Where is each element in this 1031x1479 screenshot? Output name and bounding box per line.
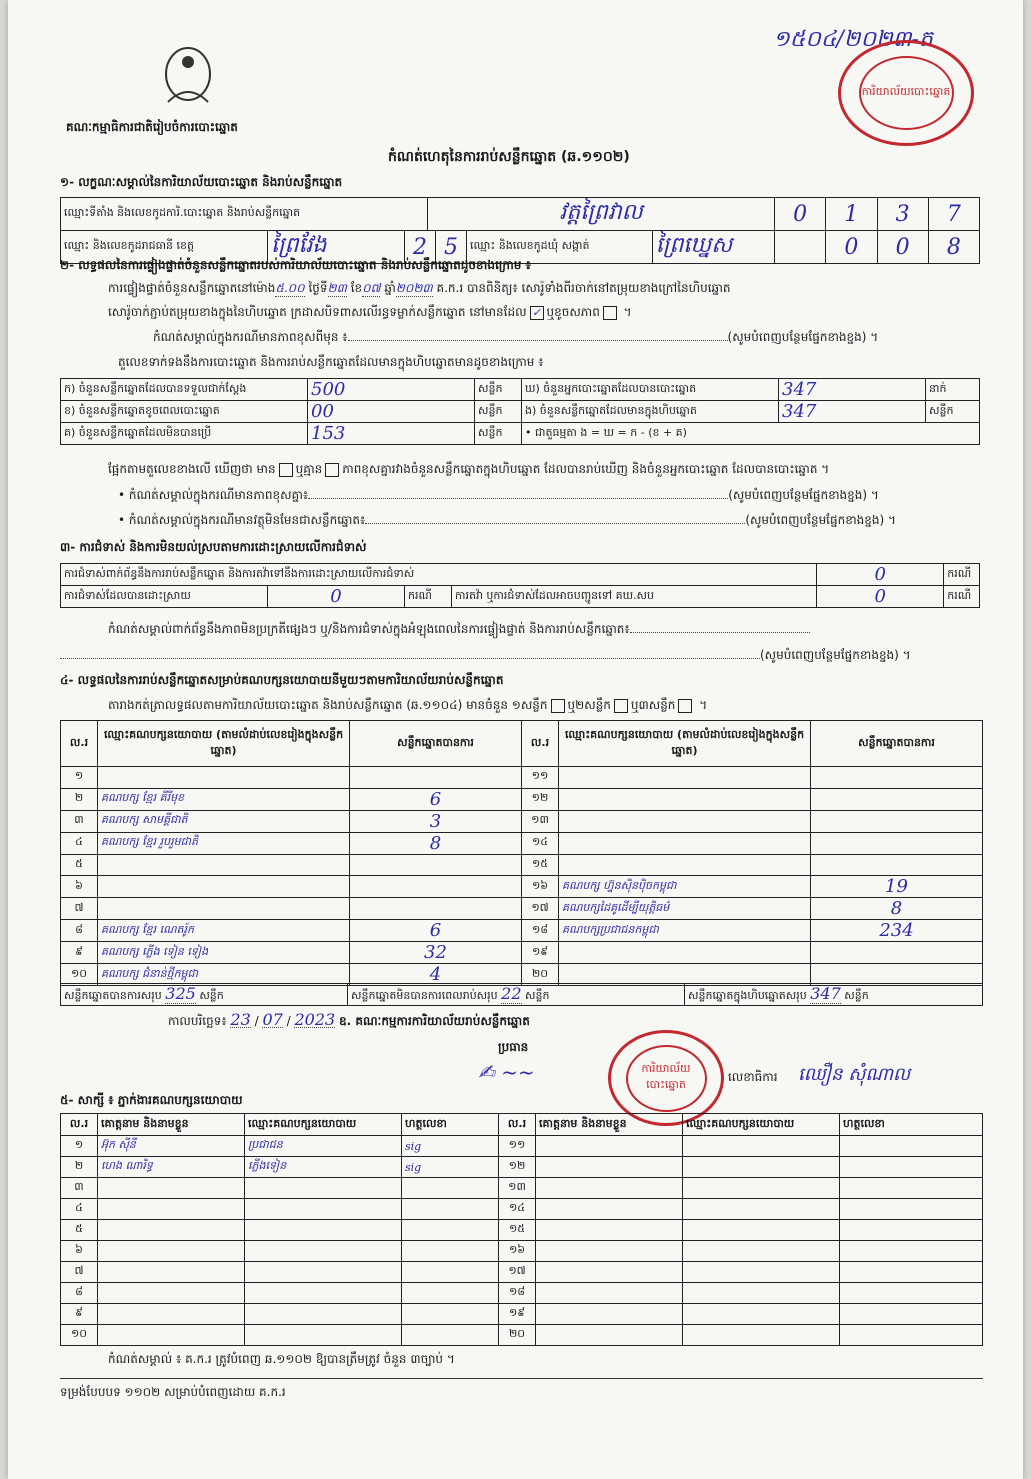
check-month: ០៧ <box>362 281 381 295</box>
station-name: វត្តព្រៃវាល <box>428 198 775 231</box>
org-name: គណៈកម្មាធិការជាតិរៀបចំការបោះឆ្នោត <box>66 120 238 134</box>
forwarded-count: 0 <box>817 586 944 608</box>
station-code-3: 3 <box>877 198 928 231</box>
results-table: ល.រ ឈ្មោះគណបក្សនយោបាយ (តាមលំដាប់លេខរៀងក្នុងសន្លឹកឆ្នោត) សន្លឹកឆ្នោតបានការ ល.រ ឈ្មោះគណបក្សនយោបាយ (តាមលំដាប់លេខរៀងក្នុងសន្លឹកឆ្នោត) សន្លឹកឆ្នោតបានការ ១ ១១ ២ គណបក្ស ខ្មែរ គីរីមុខ 6 ១២ ៣ គណបក្ស សាមគ្គីជាតិ 3 ១៣ ៤ គណបក្ស ខ្មែរ រួបរួមជាតិ 8 ១៤ ៥ ១៥ ៦ ១៦ គណបក្ស ហ្វ៊ុនស៊ិនប៉ិចកម្ពុជា 19 ៧ ១៧ គណបក្សដៃគូដើម្បីយុត្តិធម៌ 8 ៨ គណបក្ស ខ្មែរ ណេតរ៉ូក 6 ១៨ គណបក្សប្រជាជនកម្ពុជា 234 ៩ គណបក្ស ភ្លើង ទៀន ទៀង 32 ១៩ ១០ គណបក្ស ជំនាន់ថ្មីកម្ពុជា 4 ២០ <box>60 720 983 986</box>
s1-row1-label: ឈ្មោះទីតាំង និងលេខកូដការិ.បោះឆ្នោត និងរាប់សន្លឹកឆ្នោត <box>61 198 428 231</box>
objections-count: 0 <box>817 564 944 586</box>
table-row: ៦ ១៦ <box>61 1241 983 1262</box>
check-day: ២៣ <box>327 281 347 295</box>
s4-intro: តារាងកត់ត្រាលទ្ធផលតាមការិយាល័យបោះឆ្នោត និងរាប់សន្លឹកឆ្នោត (ឆ.១១០៤) មានចំនួន ១សន្លឹក ឬ២សន្លឹក ឬ៣សន្លឹក ។ <box>108 698 708 712</box>
secretary-name: ឈឿន សុំណាល <box>798 1064 911 1085</box>
unused-ballots: 153 <box>308 423 475 445</box>
document-page <box>8 0 1023 1479</box>
commune-code-1: 0 <box>826 231 877 264</box>
s3-heading: ៣- ការជំទាស់ និងការមិនយល់ស្របតាមការដោះស្រាយលើការជំទាស់ <box>60 540 367 554</box>
table-row: ១ ១១ <box>61 767 983 789</box>
voters-voted: 347 <box>779 379 926 401</box>
total-in-box: 347 <box>810 984 841 1003</box>
commune-code-3: 8 <box>928 231 979 264</box>
form-title: កំណត់ហេតុនៃការរាប់សន្លឹកឆ្នោត (ឆ.១១០២) <box>388 149 630 165</box>
damaged-checkbox <box>603 306 617 320</box>
station-code-1: 0 <box>775 198 826 231</box>
province-name: ព្រៃវែង <box>268 231 405 263</box>
received-ballots: 500 <box>308 379 475 401</box>
table-row: ២ ហេង ណារិទ្ធ ភ្លើងទៀន sig ១២ <box>61 1157 983 1178</box>
check-year: ២០២៣ <box>395 281 433 295</box>
province-code-2: 5 <box>436 231 467 263</box>
footnote: កំណត់សម្គាល់ ៖ គ.ក.រ ត្រូវបំពេញ ឆ.១១០២ ឱ្យបានត្រឹមត្រូវ ចំនួន ៣ច្បាប់ ។ <box>108 1352 455 1366</box>
table-row: ៩ ១៩ <box>61 1304 983 1325</box>
table-row: ៤ គណបក្ស ខ្មែរ រួបរួមជាតិ 8 ១៤ <box>61 832 983 854</box>
s3-note: កំណត់សម្គាល់ពាក់ព័ន្ធនឹងភាពមិនប្រក្រតីផ្សេងៗ ឬ/និងការជំទាស់ក្នុងអំឡុងពេលនៃការផ្ទៀងផ្ទាត់ និងការរាប់សន្លឹកឆ្នោត៖ <box>108 622 983 637</box>
province-code-1: 2 <box>405 231 436 263</box>
witness-table: ល.រ គោត្តនាម និងនាមខ្លួន ឈ្មោះគណបក្សនយោបាយ ហត្ថលេខា ល.រ គោត្តនាម និងនាមខ្លួន ឈ្មោះគណបក្សនយោបាយ ហត្ថលេខា ១ អ៊ុក ស៊ីនី ប្រជាជន sig ១១ ២ ហេង ណារិទ្ធ ភ្លើងទៀន sig ១២ ៣ ១៣ ៤ ១៤ ៥ ១៥ ៦ ១៦ ៧ ១៧ ៨ ១៨ ៩ ១៩ ១០ ២០ <box>60 1113 983 1346</box>
table-row: ៤ ១៤ <box>61 1199 983 1220</box>
secretary-label: លេខាធិការ <box>728 1070 778 1084</box>
totals-row: សន្លឹកឆ្នោតបានការសរុប 325 សន្លឹក សន្លឹកឆ្នោតមិនបានការពេលរាប់សរុប 22 សន្លឹក សន្លឹកឆ្នោតក្នុងហិបឆ្នោតសរុប 347 សន្លឹក <box>60 983 983 1006</box>
total-valid: 325 <box>165 984 196 1003</box>
signing-date: កាលបរិច្ឆេទ៖ 23 / 07 / 2023 ឧ. គណៈកម្មការការិយាល័យរាប់សន្លឹកឆ្នោត <box>168 1010 530 1029</box>
s3-table: ការជំទាស់ពាក់ព័ន្ធនឹងការរាប់សន្លឹកឆ្នោត និងការតវ៉ាទៅនឹងការដោះស្រាយលើការជំទាស់ 0 ករណី ការជំទាស់ដែលបានដោះស្រាយ 0 ករណី ការតវ៉ា ឬការជំទាស់ដែលអាចបញ្ជូនទៅ គឃ.សប 0 ករណី <box>60 563 980 608</box>
s2-p1: ការផ្ទៀងផ្ទាត់ចំនួនសន្លឹកឆ្នោតនៅម៉ោង៥.០០ ថ្ងៃទី២៣ ខែ០៧ ឆ្នាំ២០២៣ គ.ក.រ បានពិនិត្យ៖ សោរ៉ូទាំងពីរចាក់នៅតម្រុយខាងក្រៅនៃហិបឆ្នោត <box>108 281 731 295</box>
commune-code-2: 0 <box>877 231 928 264</box>
table-row: ១០ គណបក្ស ជំនាន់ថ្មីកម្ពុជា 4 ២០ <box>61 964 983 986</box>
official-stamp-bottom: ការិយាល័យបោះឆ្នោត <box>608 1030 724 1126</box>
s3-note-line: (សូមបំពេញបន្ថែមផ្នែកខាងខ្នង) ។ <box>60 648 983 663</box>
reference-number: ១៥០៤/២០២៣-ត <box>773 27 933 52</box>
table-row: ៣ គណបក្ស សាមគ្គីជាតិ 3 ១៣ <box>61 810 983 832</box>
table-row: ៥ ១៥ <box>61 854 983 876</box>
table-row: ៧ ១៧ គណបក្សដៃគូដើម្បីយុត្តិធម៌ 8 <box>61 898 983 920</box>
s2-b1: • កំណត់សម្គាល់ក្នុងករណីមានភាពខុសគ្នា៖ (សូមបំពេញបន្ថែមផ្នែកខាងខ្នង) ។ <box>118 488 879 502</box>
s2-p2: សោរ៉ូចាក់ភ្ជាប់តម្រុយខាងក្នុងនៃហិបឆ្នោត ក្រដាសបិទពាសលើរន្ធទម្លាក់សន្លឹកឆ្នោត នៅមានដែល ✓ ឬខូចសភាព ។ <box>108 305 632 319</box>
check-time: ៥.០០ <box>275 281 305 295</box>
total-invalid: 22 <box>501 984 522 1003</box>
table-row: ៨ ១៨ <box>61 1283 983 1304</box>
form-footer: ទម្រង់បែបបទ ១១០២ សម្រាប់បំពេញដោយ គ.ក.រ <box>60 1385 286 1399</box>
table-row: ២ គណបក្ស ខ្មែរ គីរីមុខ 6 ១២ <box>61 788 983 810</box>
spoiled-ballots: 00 <box>308 401 475 423</box>
s5-heading: ៥- សាក្សី ៖ ភ្នាក់ងារគណបក្សនយោបាយ <box>60 1093 243 1107</box>
nec-emblem <box>148 42 228 112</box>
station-code-2: 1 <box>826 198 877 231</box>
chair-signature: ✍︎ ~~ <box>478 1060 535 1084</box>
s2-b2: • កំណត់សម្គាល់ក្នុងករណីមានវត្ថុមិនមែនជាសន្លឹកឆ្នោត៖ (សូមបំពេញបន្ថែមផ្នែកខាងខ្នង) ។ <box>118 513 896 527</box>
s1-row2-label: ឈ្មោះ និងលេខកូដរាជធានី ខេត្ត <box>61 231 268 263</box>
official-stamp-top: ការិយាល័យបោះឆ្នោត <box>838 40 974 146</box>
figure-row-1: ក) ចំនួនសន្លឹកឆ្នោតដែលបានទទួលជាក់ស្តែង 500 សន្លឹក ឃ) ចំនួនអ្នកបោះឆ្នោតដែលបានបោះឆ្នោត 347 នាក់ <box>61 379 980 401</box>
table-row: ៩ គណបក្ស ភ្លើង ទៀន ទៀង 32 ១៩ <box>61 942 983 964</box>
table-row: ៣ ១៣ <box>61 1178 983 1199</box>
table-row: ១ អ៊ុក ស៊ីនី ប្រជាជន sig ១១ <box>61 1136 983 1157</box>
commune-name: ព្រៃឃ្នេស <box>655 233 733 258</box>
table-row: ៧ ១៧ <box>61 1262 983 1283</box>
s1-table <box>60 197 980 264</box>
table-row: ១០ ២០ <box>61 1325 983 1346</box>
ballots-in-box: 347 <box>779 401 926 423</box>
table-row: ៨ គណបក្ស ខ្មែរ ណេតរ៉ូក 6 ១៨ គណបក្សប្រជាជនកម្ពុជា 234 <box>61 920 983 942</box>
s2-p4: ផ្អែកតាមតួលេខខាងលើ ឃើញថា មាន ឬគ្មាន ភាពខុសគ្នារវាងចំនួនសន្លឹកឆ្នោតក្នុងហិបឆ្នោត ដែលបានរាប់ឃើញ និងចំនួនអ្នកបោះឆ្នោត ដែលបានបោះឆ្នោត ។ <box>108 462 830 476</box>
figure-row-2: ខ) ចំនួនសន្លឹកឆ្នោតខូចពេលបោះឆ្នោត 00 សន្លឹក ង) ចំនួនសន្លឹកឆ្នោតដែលមានក្នុងហិបឆ្នោត 347 សន្លឹក <box>61 401 980 423</box>
s4-heading: ៤- លទ្ធផលនៃការរាប់សន្លឹកឆ្នោតសម្រាប់គណបក្សនយោបាយនីមួយៗតាមការិយាល័យរាប់សន្លឹកឆ្នោត <box>60 673 504 687</box>
commune-label: ឈ្មោះ និងលេខកូដឃុំ សង្កាត់ <box>467 231 653 263</box>
chair-label: ប្រធាន <box>498 1040 529 1054</box>
s2-note: កំណត់សម្គាល់ក្នុងករណីមានភាពខុសពីមុន ៖ (សូមបំពេញបន្ថែមផ្នែកខាងខ្នង) ។ <box>153 330 879 344</box>
intact-checkbox: ✓ <box>530 306 544 320</box>
table-row: ៦ ១៦ គណបក្ស ហ្វ៊ុនស៊ិនប៉ិចកម្ពុជា 19 <box>61 876 983 898</box>
divider <box>60 1378 983 1379</box>
s2-figures-table <box>60 378 980 445</box>
station-code-4: 7 <box>928 198 979 231</box>
figure-row-3: គ) ចំនួនសន្លឹកឆ្នោតដែលមិនបានប្រើ 153 សន្លឹក • ជាតួធម្មតា ង = ឃ = ក - (ខ + គ) <box>61 423 980 445</box>
s1-heading: ១- លក្ខណៈសម្គាល់នៃការិយាល័យបោះឆ្នោត និងរាប់សន្លឹកឆ្នោត <box>60 175 343 189</box>
table-row: ៥ ១៥ <box>61 1220 983 1241</box>
s2-p3: តួលេខទាក់ទងនឹងការបោះឆ្នោត និងការរាប់សន្លឹកឆ្នោតដែលមានក្នុងហិបឆ្នោតមានដូចខាងក្រោម ៖ <box>118 355 544 369</box>
resolved-count: 0 <box>268 586 405 608</box>
s2-heading: ២- លទ្ធផលនៃការផ្ទៀងផ្ទាត់ចំនួនសន្លឹកឆ្នោតរបស់ការិយាល័យបោះឆ្នោត និងរាប់សន្លឹកឆ្នោតដូចខាងក្រោម ៖ <box>60 258 531 272</box>
